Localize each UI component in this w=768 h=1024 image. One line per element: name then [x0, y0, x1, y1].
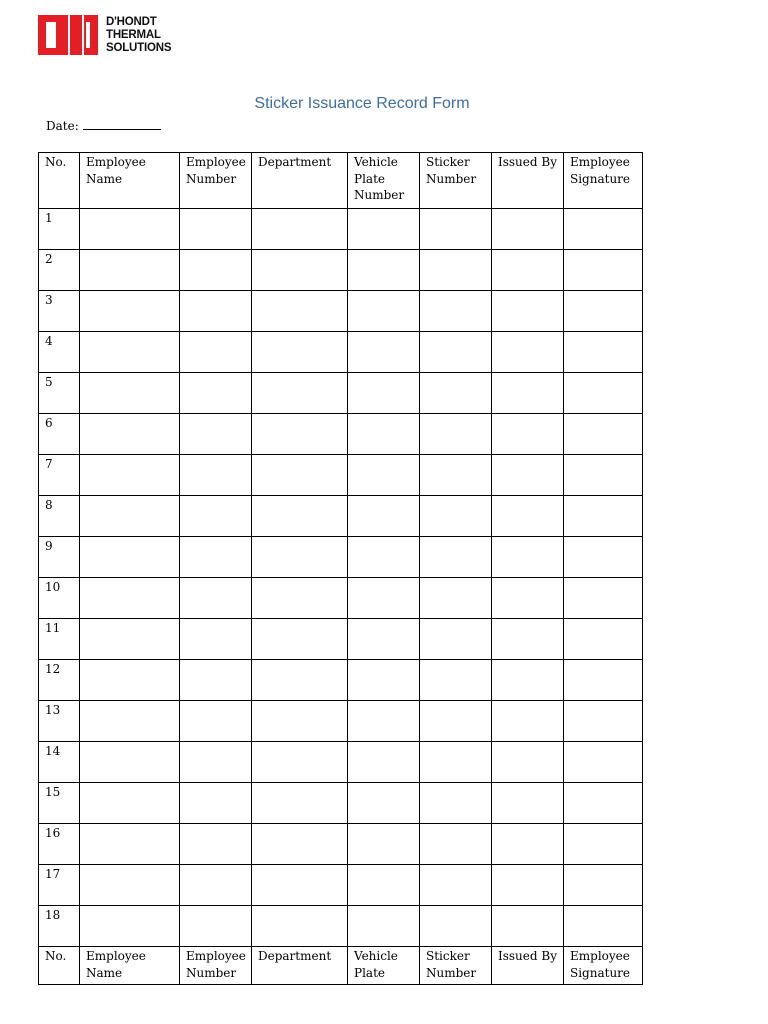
- cell-employee-number[interactable]: [180, 537, 252, 578]
- row-number: 3: [39, 291, 80, 332]
- cell-department[interactable]: [252, 619, 348, 660]
- table-row: [39, 865, 643, 906]
- cell-issued-by[interactable]: [492, 701, 564, 742]
- cell-sticker-number[interactable]: [420, 701, 492, 742]
- table-row: [39, 783, 643, 824]
- cell-employee-number[interactable]: [180, 701, 252, 742]
- cell-vehicle-plate[interactable]: [348, 414, 420, 455]
- row-number: 10: [39, 578, 80, 619]
- cell-vehicle-plate[interactable]: [348, 619, 420, 660]
- row-number: 2: [39, 250, 80, 291]
- cell-employee-signature[interactable]: [564, 455, 643, 496]
- footer-issued-by: Issued By: [492, 947, 564, 985]
- cell-sticker-number[interactable]: [420, 906, 492, 947]
- cell-issued-by[interactable]: [492, 783, 564, 824]
- cell-issued-by[interactable]: [492, 373, 564, 414]
- cell-department[interactable]: [252, 455, 348, 496]
- row-number: 8: [39, 496, 80, 537]
- cell-employee-signature[interactable]: [564, 701, 643, 742]
- logo-wordmark: [106, 16, 171, 55]
- cell-employee-number[interactable]: [180, 250, 252, 291]
- col-header-vehicle-plate: Vehicle Plate Number: [348, 153, 420, 209]
- cell-issued-by[interactable]: [492, 660, 564, 701]
- cell-department[interactable]: [252, 291, 348, 332]
- cell-employee-name[interactable]: [80, 783, 180, 824]
- cell-employee-number[interactable]: [180, 496, 252, 537]
- cell-sticker-number[interactable]: [420, 455, 492, 496]
- row-number: 6: [39, 414, 80, 455]
- cell-issued-by[interactable]: [492, 455, 564, 496]
- cell-employee-signature[interactable]: [564, 619, 643, 660]
- cell-employee-number[interactable]: [180, 291, 252, 332]
- table-row: [39, 824, 643, 865]
- cell-issued-by[interactable]: [492, 742, 564, 783]
- footer-employee-number: Employee Number: [180, 947, 252, 985]
- row-number: 18: [39, 906, 80, 947]
- table-row: [39, 291, 643, 332]
- row-number: 1: [39, 209, 80, 250]
- row-number: 14: [39, 742, 80, 783]
- row-number: 5: [39, 373, 80, 414]
- date-label: Date:: [46, 119, 79, 133]
- table-row: [39, 496, 643, 537]
- cell-vehicle-plate[interactable]: [348, 660, 420, 701]
- cell-employee-signature[interactable]: [564, 291, 643, 332]
- cell-issued-by[interactable]: [492, 332, 564, 373]
- row-number: 15: [39, 783, 80, 824]
- logo-line-1: D'HONDT: [106, 15, 157, 28]
- cell-employee-number[interactable]: [180, 619, 252, 660]
- cell-employee-name[interactable]: [80, 209, 180, 250]
- date-row: [46, 119, 161, 133]
- cell-sticker-number[interactable]: [420, 783, 492, 824]
- cell-employee-number[interactable]: [180, 865, 252, 906]
- cell-sticker-number[interactable]: [420, 537, 492, 578]
- cell-employee-signature[interactable]: [564, 824, 643, 865]
- table-row: [39, 414, 643, 455]
- table-row: [39, 455, 643, 496]
- cell-employee-signature[interactable]: [564, 496, 643, 537]
- col-header-employee-number: Employee Number: [180, 153, 252, 209]
- cell-department[interactable]: [252, 209, 348, 250]
- footer-vehicle-plate: Vehicle Plate: [348, 947, 420, 985]
- cell-sticker-number[interactable]: [420, 291, 492, 332]
- table-row: [39, 578, 643, 619]
- footer-department: Department: [252, 947, 348, 985]
- cell-employee-name[interactable]: [80, 496, 180, 537]
- cell-sticker-number[interactable]: [420, 373, 492, 414]
- table-row: [39, 906, 643, 947]
- cell-vehicle-plate[interactable]: [348, 373, 420, 414]
- cell-employee-name[interactable]: [80, 906, 180, 947]
- cell-employee-name[interactable]: [80, 373, 180, 414]
- cell-department[interactable]: [252, 414, 348, 455]
- cell-employee-number[interactable]: [180, 209, 252, 250]
- cell-sticker-number[interactable]: [420, 209, 492, 250]
- cell-issued-by[interactable]: [492, 619, 564, 660]
- cell-employee-signature[interactable]: [564, 414, 643, 455]
- col-header-issued-by: Issued By: [492, 153, 564, 209]
- table-body: [39, 209, 643, 947]
- cell-sticker-number[interactable]: [420, 332, 492, 373]
- cell-employee-signature[interactable]: [564, 578, 643, 619]
- cell-employee-name[interactable]: [80, 701, 180, 742]
- cell-employee-name[interactable]: [80, 742, 180, 783]
- cell-employee-signature[interactable]: [564, 373, 643, 414]
- cell-vehicle-plate[interactable]: [348, 291, 420, 332]
- table-row: [39, 209, 643, 250]
- table-row: [39, 619, 643, 660]
- cell-employee-number[interactable]: [180, 906, 252, 947]
- cell-issued-by[interactable]: [492, 414, 564, 455]
- cell-department[interactable]: [252, 742, 348, 783]
- row-number: 9: [39, 537, 80, 578]
- cell-employee-name[interactable]: [80, 619, 180, 660]
- cell-issued-by[interactable]: [492, 291, 564, 332]
- logo-line-3: SOLUTIONS: [106, 41, 172, 54]
- cell-vehicle-plate[interactable]: [348, 824, 420, 865]
- footer-employee-name: Employee Name: [80, 947, 180, 985]
- cell-issued-by[interactable]: [492, 209, 564, 250]
- cell-employee-name[interactable]: [80, 291, 180, 332]
- cell-department[interactable]: [252, 701, 348, 742]
- cell-department[interactable]: [252, 250, 348, 291]
- cell-vehicle-plate[interactable]: [348, 537, 420, 578]
- table-header-row: [39, 153, 643, 209]
- cell-sticker-number[interactable]: [420, 578, 492, 619]
- cell-employee-name[interactable]: [80, 578, 180, 619]
- cell-issued-by[interactable]: [492, 906, 564, 947]
- col-header-employee-name: Employee Name: [80, 153, 180, 209]
- cell-department[interactable]: [252, 332, 348, 373]
- cell-department[interactable]: [252, 660, 348, 701]
- cell-sticker-number[interactable]: [420, 496, 492, 537]
- cell-employee-name[interactable]: [80, 414, 180, 455]
- col-header-no: No.: [39, 153, 80, 209]
- footer-sticker-number: Sticker Number: [420, 947, 492, 985]
- cell-sticker-number[interactable]: [420, 619, 492, 660]
- cell-vehicle-plate[interactable]: [348, 496, 420, 537]
- cell-employee-name[interactable]: [80, 332, 180, 373]
- table-row: [39, 742, 643, 783]
- cell-issued-by[interactable]: [492, 824, 564, 865]
- company-logo: [38, 14, 171, 56]
- cell-sticker-number[interactable]: [420, 742, 492, 783]
- cell-vehicle-plate[interactable]: [348, 865, 420, 906]
- col-header-sticker-number: Sticker Number: [420, 153, 492, 209]
- cell-employee-number[interactable]: [180, 414, 252, 455]
- cell-employee-signature[interactable]: [564, 537, 643, 578]
- cell-department[interactable]: [252, 865, 348, 906]
- cell-employee-signature[interactable]: [564, 250, 643, 291]
- table-row: [39, 701, 643, 742]
- table-row: [39, 332, 643, 373]
- cell-vehicle-plate[interactable]: [348, 455, 420, 496]
- cell-vehicle-plate[interactable]: [348, 906, 420, 947]
- logo-line-2: THERMAL: [106, 28, 161, 41]
- cell-employee-name[interactable]: [80, 865, 180, 906]
- cell-employee-name[interactable]: [80, 537, 180, 578]
- cell-issued-by[interactable]: [492, 537, 564, 578]
- cell-department[interactable]: [252, 373, 348, 414]
- cell-employee-number[interactable]: [180, 332, 252, 373]
- table-row: [39, 537, 643, 578]
- row-number: 4: [39, 332, 80, 373]
- row-number: 12: [39, 660, 80, 701]
- cell-issued-by[interactable]: [492, 250, 564, 291]
- date-field[interactable]: [83, 119, 161, 130]
- cell-department[interactable]: [252, 578, 348, 619]
- cell-employee-number[interactable]: [180, 373, 252, 414]
- cell-sticker-number[interactable]: [420, 660, 492, 701]
- cell-employee-number[interactable]: [180, 660, 252, 701]
- form-title: Sticker Issuance Record Form: [254, 95, 470, 112]
- row-number: 7: [39, 455, 80, 496]
- cell-sticker-number[interactable]: [420, 414, 492, 455]
- col-header-employee-signature: Employee Signature: [564, 153, 643, 209]
- cell-vehicle-plate[interactable]: [348, 209, 420, 250]
- cell-department[interactable]: [252, 824, 348, 865]
- table-row: [39, 660, 643, 701]
- cell-employee-number[interactable]: [180, 578, 252, 619]
- table-footer-row: [39, 947, 643, 985]
- cell-employee-name[interactable]: [80, 250, 180, 291]
- cell-employee-number[interactable]: [180, 455, 252, 496]
- cell-employee-signature[interactable]: [564, 742, 643, 783]
- cell-employee-signature[interactable]: [564, 209, 643, 250]
- sticker-record-table: [38, 152, 643, 985]
- cell-employee-number[interactable]: [180, 783, 252, 824]
- cell-employee-name[interactable]: [80, 660, 180, 701]
- table-row: [39, 250, 643, 291]
- row-number: 16: [39, 824, 80, 865]
- cell-employee-signature[interactable]: [564, 332, 643, 373]
- row-number: 11: [39, 619, 80, 660]
- cell-employee-signature[interactable]: [564, 906, 643, 947]
- cell-department[interactable]: [252, 537, 348, 578]
- cell-sticker-number[interactable]: [420, 824, 492, 865]
- cell-vehicle-plate[interactable]: [348, 332, 420, 373]
- cell-issued-by[interactable]: [492, 578, 564, 619]
- col-header-department: Department: [252, 153, 348, 209]
- cell-employee-number[interactable]: [180, 742, 252, 783]
- cell-vehicle-plate[interactable]: [348, 250, 420, 291]
- cell-employee-signature[interactable]: [564, 660, 643, 701]
- cell-vehicle-plate[interactable]: [348, 783, 420, 824]
- footer-employee-signature: Employee Signature: [564, 947, 643, 985]
- footer-no: No.: [39, 947, 80, 985]
- dh-logo-mark-icon: [38, 15, 100, 55]
- cell-department[interactable]: [252, 496, 348, 537]
- cell-department[interactable]: [252, 906, 348, 947]
- cell-employee-signature[interactable]: [564, 865, 643, 906]
- table-row: [39, 373, 643, 414]
- row-number: 13: [39, 701, 80, 742]
- cell-vehicle-plate[interactable]: [348, 578, 420, 619]
- cell-employee-signature[interactable]: [564, 783, 643, 824]
- cell-issued-by[interactable]: [492, 865, 564, 906]
- cell-employee-name[interactable]: [80, 455, 180, 496]
- cell-employee-number[interactable]: [180, 824, 252, 865]
- cell-employee-name[interactable]: [80, 824, 180, 865]
- cell-vehicle-plate[interactable]: [348, 742, 420, 783]
- cell-issued-by[interactable]: [492, 496, 564, 537]
- cell-department[interactable]: [252, 783, 348, 824]
- cell-vehicle-plate[interactable]: [348, 701, 420, 742]
- cell-sticker-number[interactable]: [420, 250, 492, 291]
- cell-sticker-number[interactable]: [420, 865, 492, 906]
- row-number: 17: [39, 865, 80, 906]
